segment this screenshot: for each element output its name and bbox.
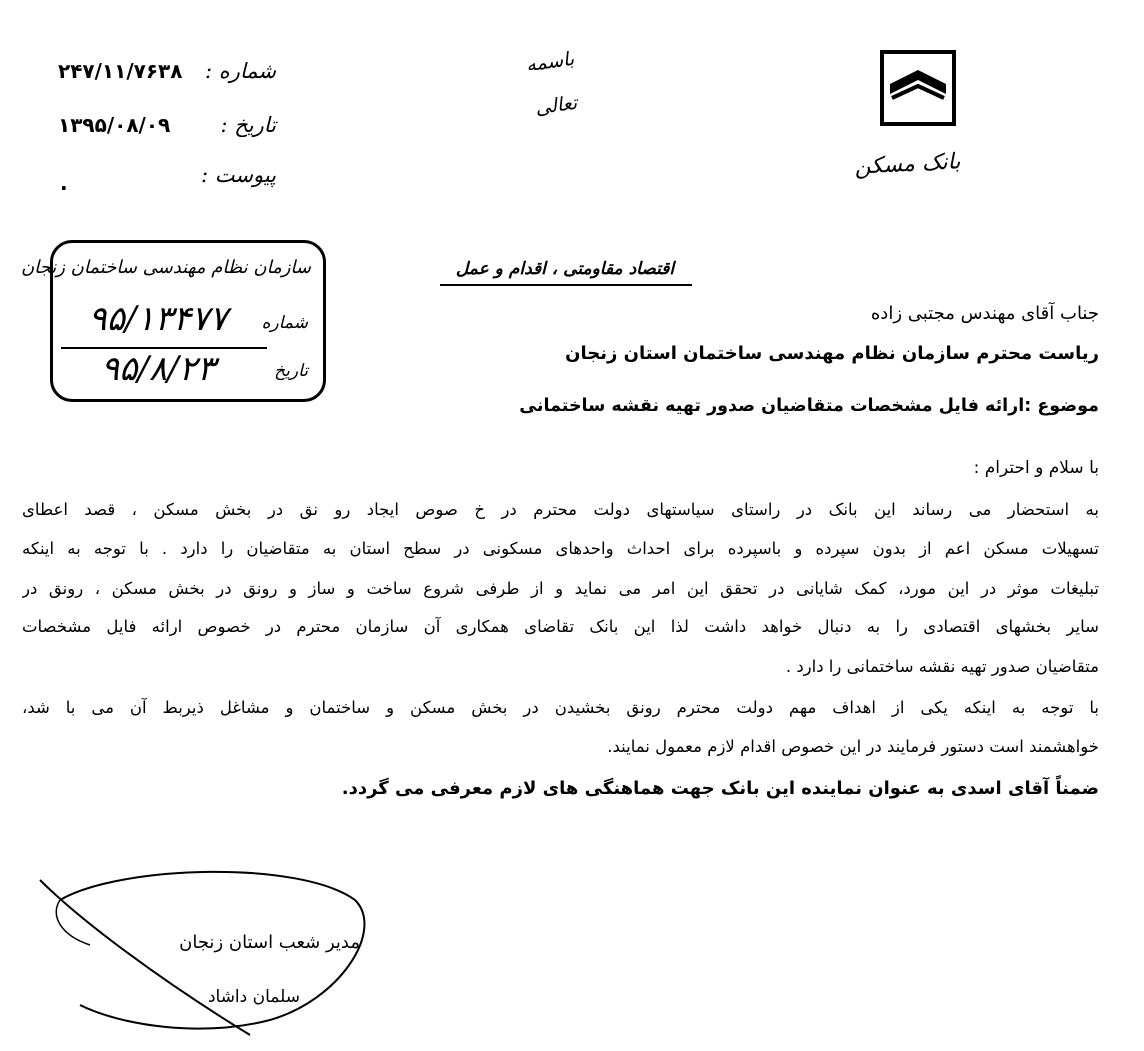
slogan: اقتصاد مقاومتی ، اقدام و عمل — [455, 259, 675, 279]
attachment-label: پیوست : — [201, 163, 276, 187]
recipient-name: جناب آقای مهندس مجتبی زاده — [870, 303, 1099, 324]
paragraph2-line: با توجه به اینکه یکی از اهداف مهم دولت محترم رونق بخشیدن در بخش مسکن و ساختمان و مشاغل ذیربط آن می با شد، — [22, 698, 1099, 717]
recipient-title: ریاست محترم سازمان نظام مهندسی ساختمان استان زنجان — [565, 343, 1099, 364]
signatory-name: سلمان داشاد — [207, 987, 300, 1007]
number-value: ۲۴۷/۱۱/۷۶۳۸ — [58, 59, 183, 83]
stamp-number-value: ۹۵/۱۳۴۷۷ — [88, 299, 228, 339]
paragraph2-line: خواهشمند است دستور فرمایند در این خصوص اقدام لازم معمول نمایند. — [607, 737, 1099, 756]
date-value: ۱۳۹۵/۰۸/۰۹ — [58, 113, 171, 137]
stamp-number-label: شماره — [261, 313, 308, 333]
representative-note: ضمناً آقای اسدی به عنوان نماینده این بانک جهت هماهنگی های لازم معرفی می گردد. — [341, 778, 1099, 799]
slogan-underline — [440, 284, 692, 286]
stamp-date-value: ۹۵/۸/۲۳ — [100, 349, 216, 389]
received-stamp — [20, 240, 326, 402]
signatory-title: مدیر شعب استان زنجان — [179, 932, 360, 953]
house-roof-icon — [884, 54, 952, 122]
stamp-date-label: تاریخ — [274, 361, 308, 381]
number-label: شماره : — [204, 59, 276, 83]
stamp-org: سازمان نظام مهندسی ساختمان زنجان — [20, 257, 311, 278]
invocation-text: باسمه تعالی — [524, 47, 579, 120]
bank-logo — [880, 50, 956, 126]
paragraph1-line: متقاضیان صدور تهیه نقشه ساختمانی را دارد . — [785, 657, 1099, 676]
paragraph1-line: سایر بخشهای اقتصادی را به دنبال خواهد داشت لذا این بانک تقاضای همکاری آن سازمان محترم در خصوص ارائه فایل مشخصات — [22, 617, 1099, 636]
date-label: تاریخ : — [220, 113, 276, 137]
paragraph1-line: به استحضار می رساند این بانک در راستای سیاستهای دولت محترم در خ صوص ایجاد رو نق در بخش مسکن ، قصد اعطای — [22, 500, 1099, 519]
attachment-value: . — [60, 171, 70, 195]
bank-name: بانک مسکن — [853, 149, 962, 180]
greeting: با سلام و احترام : — [973, 458, 1099, 478]
paragraph1-line: تسهیلات مسکن اعم از بدون سپرده و باسپرده برای احداث واحدهای مسکونی در سطح استان به متقاضیان را دارد . با توجه به اینکه — [22, 539, 1099, 558]
paragraph1-line: تبلیغات موثر در این مورد، کمک شایانی در تحقق این امر می نماید و از طرفی شروع ساخت و ساز و رونق در بخش مسکن ، رونق در — [22, 579, 1099, 598]
subject-line: موضوع :ارائه فایل مشخصات متقاضیان صدور تهیه نقشه ساختمانی — [519, 396, 1099, 416]
